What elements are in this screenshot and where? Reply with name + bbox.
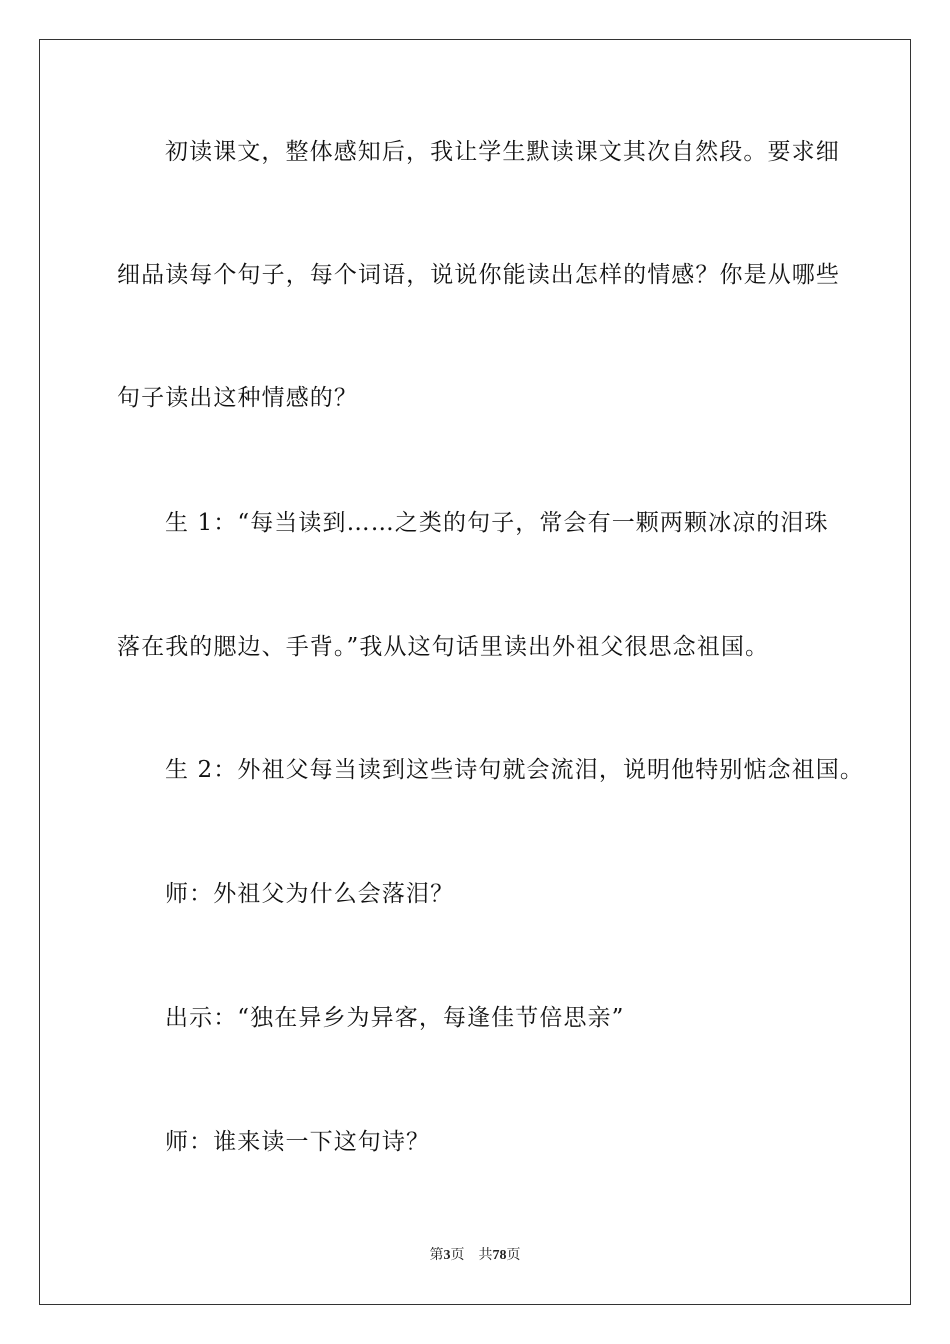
paragraph-line-3: 句子读出这种情感的？ [117,385,358,411]
paragraph-line-5: 落在我的腮边、手背。”我从这句话里读出外祖父很思念祖国。 [117,634,770,660]
paragraph-line-4: 生 1：“每当读到……之类的句子，常会有一颗两颗冰凉的泪珠 [165,510,829,536]
paragraph-line-1: 初读课文，整体感知后，我让学生默读课文其次自然段。要求细 [165,139,840,165]
page-prefix: 第 [429,1248,444,1263]
total-page-count: 78 [492,1248,507,1263]
current-page-number: 3 [443,1248,451,1263]
paragraph-line-9: 师：谁来读一下这句诗？ [165,1129,431,1155]
paragraph-line-2: 细品读每个句子，每个词语，说说你能读出怎样的情感？你是从哪些 [117,262,840,288]
paragraph-line-7: 师：外祖父为什么会落泪？ [165,881,455,907]
page-footer [0,1247,950,1265]
total-prefix: 共 [478,1248,493,1263]
page-border [39,39,911,1305]
paragraph-line-6: 生 2：外祖父每当读到这些诗句就会流泪，说明他特别惦念祖国。 [165,757,864,783]
paragraph-line-8: 出示：“独在异乡为异客，每逢佳节倍思亲” [165,1005,625,1031]
page-suffix: 页 [450,1248,465,1263]
total-suffix: 页 [506,1248,521,1263]
